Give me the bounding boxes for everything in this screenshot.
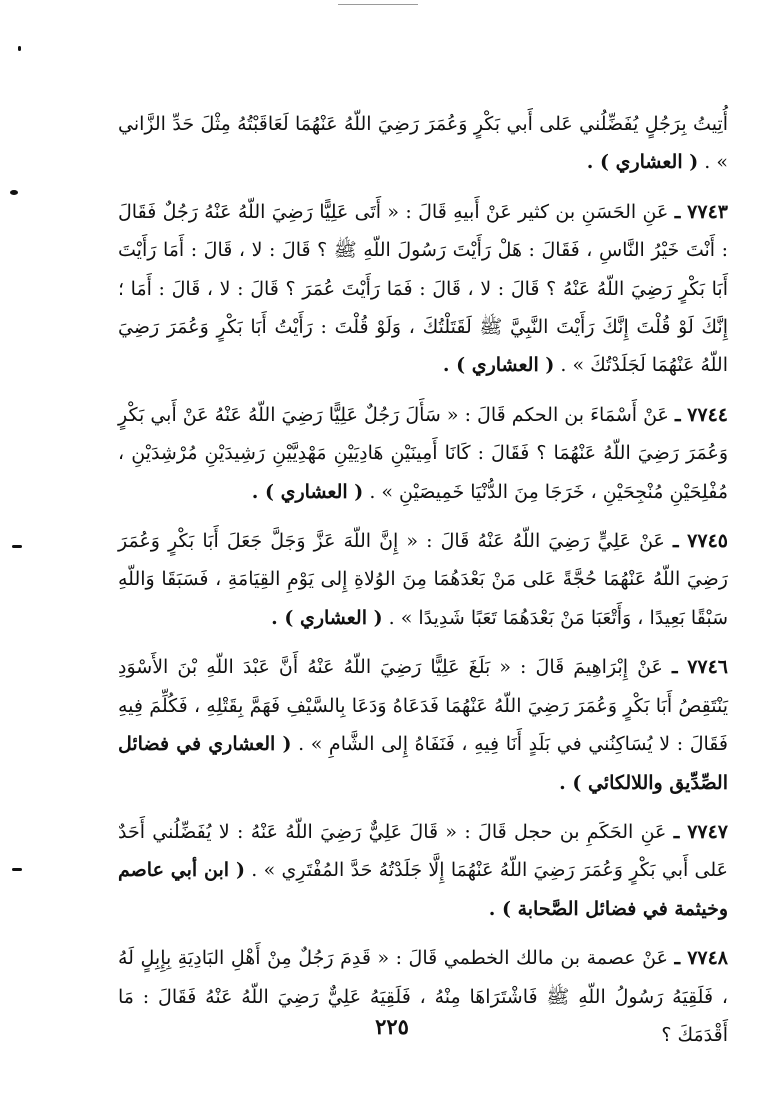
- entry-number: ٧٧٤٤ ـ: [674, 403, 728, 426]
- hadith-entry-7746: [118, 648, 728, 802]
- scan-mark-3: [12, 868, 22, 871]
- intro-source: ( العشاري ) .: [586, 151, 699, 174]
- top-rule: [338, 4, 418, 5]
- entry-text: عَنِ الحَكَمِ بن حجل قَالَ : « قَالَ عَلِيٌّ رَضِيَ اللّهُ عَنْهُ : لا يُفَضِّلُني أَحَدٌ عَلى أَبي بَكْرٍ وَعُمَرَ رَضِيَ اللّهُ عَنْهُمَا إِلَّا جَلَدْتُهُ حَدَّ المُفْتَرِي » .: [118, 820, 729, 882]
- entry-text: عَنْ عصمة بن مالك الخطمي قَالَ : « قَدِمَ رَجُلٌ مِنْ أَهْلِ البَادِيَةِ بِإِبِلٍ لَهُ ، فَلَقِيَهُ رَسُولُ اللّهِ ﷺ فَاشْتَرَاهَا مِنْهُ ، فَلَقِيَهُ عَلِيٌّ رَضِيَ اللّهُ عَنْهُ فَقَالَ : مَا أَقْدَمَكَ ؟: [118, 947, 728, 1046]
- hadith-entry-7743: [118, 193, 728, 385]
- page-body: [118, 105, 728, 1054]
- entry-source: ( العشاري ) .: [271, 606, 383, 629]
- entry-source: ( ابن أبي عاصم وخيثمة في فضائل الصَّحابة ) .: [118, 859, 728, 920]
- entry-source: ( العشاري ) .: [442, 354, 555, 377]
- entry-number: ٧٧٤٧ ـ: [673, 820, 729, 843]
- entry-text: عَنْ أَسْمَاءَ بن الحكم قَالَ : « سَأَلَ رَجُلٌ عَلِيًّا رَضِيَ اللّهُ عَنْهُ عَنْ أَبي بَكْرٍ وَعُمَرَ رَضِيَ اللّهُ عَنْهُمَا ؟ فَقَالَ : كَانَا أَمِينَيْنِ هَادِيَيْنِ مَهْدِيَّيْنِ رَشِيدَيْنِ مُرْشِدَيْنِ ، مُفْلِحَيْنِ مُنْجِحَيْنِ ، خَرَجَا مِنَ الدُّنْيَا خَمِيصَيْنِ » .: [118, 403, 728, 503]
- scan-mark-2: [12, 545, 22, 548]
- entry-text: عَنْ إِبْرَاهِيمَ قَالَ : « بَلَغَ عَلِيًّا رَضِيَ اللّهُ عَنْهُ أَنَّ عَبْدَ اللّهِ بْنَ الأَسْوَدِ يَنْتَقِصُ أَبَا بَكْرٍ وَعُمَرَ رَضِيَ اللّهُ عَنْهُمَا فَدَعَاهُ وَدَعَا بِالسَّيْفِ فَهَمَّ بِقَتْلِهِ ، فَكُلِّمَ فِيهِ فَقَالَ : لا يُسَاكِنُني في بَلَدٍ أَنَا فِيهِ ، فَنَفَاهُ إِلى الشَّامِ » .: [118, 656, 728, 756]
- entry-text: عَنِ الحَسَنِ بن كثير عَنْ أَبيهِ قَالَ : « أَتَى عَلِيًّا رَضِيَ اللّهُ عَنْهُ رَجُلٌ فَقَالَ : أَنْتَ خَيْرُ النَّاسِ ، فَقَالَ : هَلْ رَأَيْتَ رَسُولَ اللّهِ ﷺ ؟ قَالَ : لا ، قَالَ : أَمَا رَأَيْتَ أَبَا بَكْرٍ رَضِيَ اللّهُ عَنْهُ ؟ قَالَ : لا ، قَالَ : فَمَا رَأَيْتَ عُمَرَ ؟ قَالَ : لا ، قَالَ : أَمَا ؛ إِنَّكَ لَوْ قُلْتَ إِنَّكَ رَأَيْتَ النَّبِيَّ ﷺ لَقَتَلْتُكَ ، وَلَوْ قُلْتَ : رَأَيْتُ أَبَا بَكْرٍ وَعُمَرَ رَضِيَ اللّهُ عَنْهُمَا لَجَلَدْتُكَ » .: [118, 200, 728, 377]
- intro-text: أُتِيتُ بِرَجُلٍ يُفَضِّلُني عَلى أَبي بَكْرٍ وَعُمَرَ رَضِيَ اللّهُ عَنْهُمَا لَعَاقَبْتُهُ مِثْلَ حَدِّ الزَّاني » .: [118, 113, 728, 174]
- hadith-entry-7747: [118, 813, 728, 928]
- hadith-entry-7744: [118, 396, 728, 511]
- entry-source: ( العشاري في فضائل الصِّدِّيق واللالكائي ) .: [118, 733, 728, 794]
- hadith-entry-7745: [118, 522, 728, 637]
- entry-number: ٧٧٤٣ ـ: [674, 200, 728, 223]
- entry-number: ٧٧٤٨ ـ: [674, 947, 729, 970]
- entry-number: ٧٧٤٦ ـ: [671, 656, 729, 679]
- scan-mark-1: [10, 190, 18, 195]
- scan-mark-top: [18, 46, 21, 51]
- entry-text: عَنْ عَلِيٍّ رَضِيَ اللّهُ عَنْهُ قَالَ : « إِنَّ اللّهَ عَزَّ وَجَلَّ جَعَلَ أَبَا بَكْرٍ وَعُمَرَ رَضِيَ اللّهُ عَنْهُمَا حُجَّةً عَلى مَنْ بَعْدَهُمَا مِنَ الوُلاةِ إِلى يَوْمِ القِيَامَةِ ، فَسَبَقَا وَاللّهِ سَبْقًا بَعِيدًا ، وَأَتْعَبَا مَنْ بَعْدَهُمَا تَعَبًا شَدِيدًا » .: [118, 530, 728, 629]
- entry-source: ( العشاري ) .: [251, 480, 364, 503]
- entry-number: ٧٧٤٥ ـ: [672, 530, 728, 553]
- intro-paragraph: [118, 105, 728, 182]
- page-number: ٢٢٥: [375, 1014, 409, 1039]
